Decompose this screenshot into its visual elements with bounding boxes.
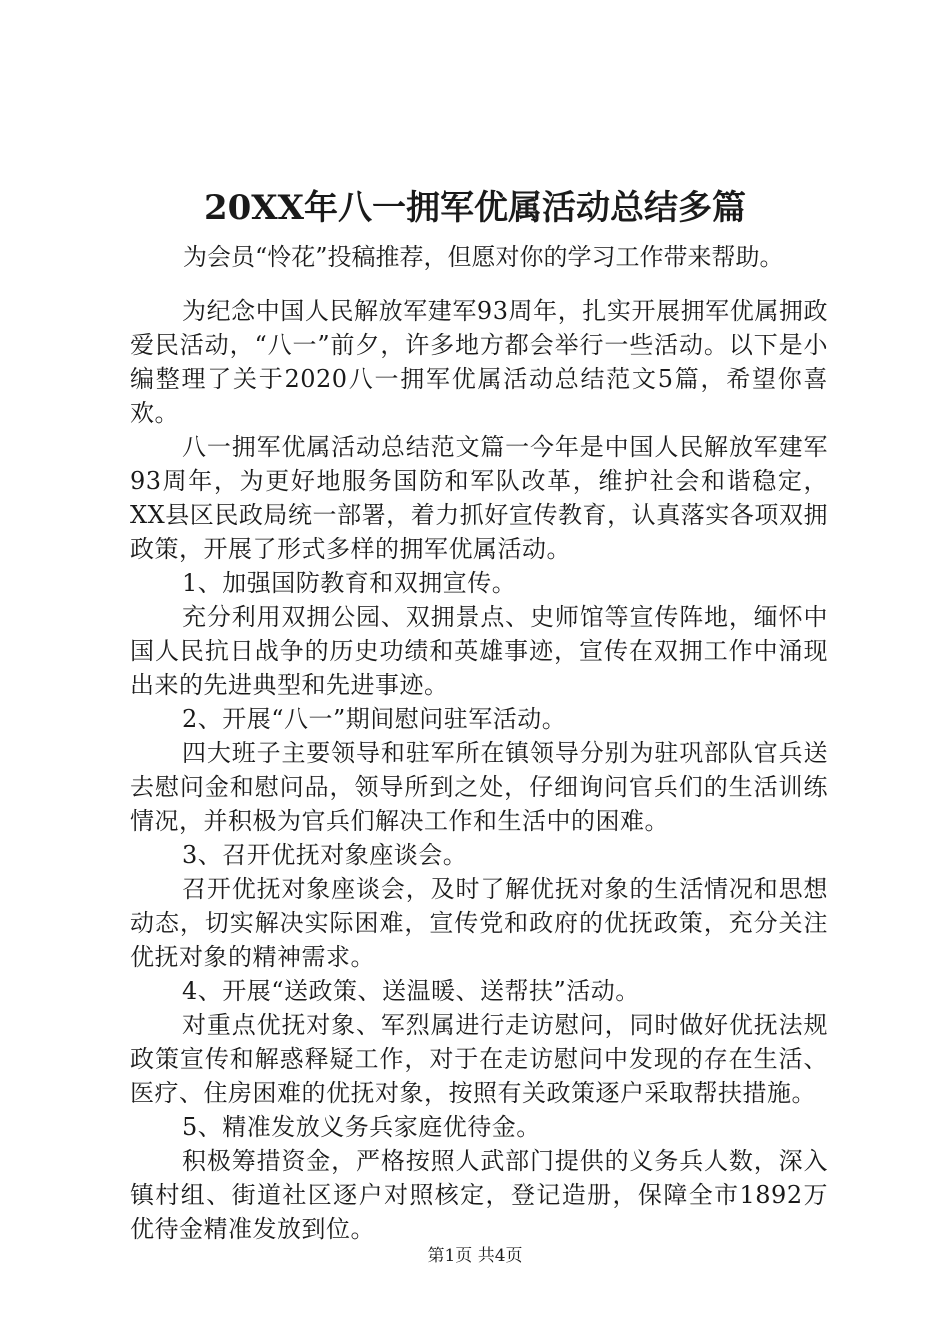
page-footer: 第1页 共4页 bbox=[427, 1246, 523, 1266]
paragraph: 对重点优抚对象、军烈属进行走访慰问，同时做好优抚法规政策宣传和解惑释疑工作，对于在走访慰问中发现的存在生活、医疗、住房困难的优抚对象，按照有关政策逐户采取帮扶措施。 bbox=[130, 1011, 828, 1107]
document-body bbox=[130, 294, 828, 1246]
paragraph: 四大班子主要领导和驻军所在镇领导分别为驻巩部队官兵送去慰问金和慰问品，领导所到之处，仔细询问官兵们的生活训练情况，并积极为官兵们解决工作和生活中的困难。 bbox=[130, 739, 828, 835]
section-heading: 4、开展“送政策、送温暖、送帮扶”活动。 bbox=[182, 977, 640, 1005]
paragraph: 召开优抚对象座谈会，及时了解优抚对象的生活情况和思想动态，切实解决实际困难，宣传党和政府的优抚政策，充分关注优抚对象的精神需求。 bbox=[130, 875, 828, 971]
document-subtitle: 为会员“怜花”投稿推荐，但愿对你的学习工作带来帮助。 bbox=[183, 243, 784, 271]
paragraph: 积极筹措资金，严格按照人武部门提供的义务兵人数，深入镇村组、街道社区逐户对照核定，登记造册，保障全市1892万优待金精准发放到位。 bbox=[130, 1147, 828, 1243]
document-title: 20XX年八一拥军优属活动总结多篇 bbox=[203, 188, 747, 228]
paragraph: 八一拥军优属活动总结范文篇一今年是中国人民解放军建军93周年，为更好地服务国防和军队改革，维护社会和谐稳定，XX县区民政局统一部署，着力抓好宣传教育，认真落实各项双拥政策，开展了形式多样的拥军优属活动。 bbox=[130, 433, 828, 563]
section-heading: 3、召开优抚对象座谈会。 bbox=[182, 841, 468, 869]
paragraph: 为纪念中国人民解放军建军93周年，扎实开展拥军优属拥政爱民活动，“八一”前夕，许多地方都会举行一些活动。以下是小编整理了关于2020八一拥军优属活动总结范文5篇，希望你喜欢。 bbox=[130, 297, 828, 427]
section-heading: 5、精准发放义务兵家庭优待金。 bbox=[182, 1113, 541, 1141]
section-heading: 2、开展“八一”期间慰问驻军活动。 bbox=[182, 705, 567, 733]
section-heading: 1、加强国防教育和双拥宣传。 bbox=[182, 569, 517, 597]
paragraph: 充分利用双拥公园、双拥景点、史师馆等宣传阵地，缅怀中国人民抗日战争的历史功绩和英雄事迹，宣传在双拥工作中涌现出来的先进典型和先进事迹。 bbox=[130, 603, 828, 699]
